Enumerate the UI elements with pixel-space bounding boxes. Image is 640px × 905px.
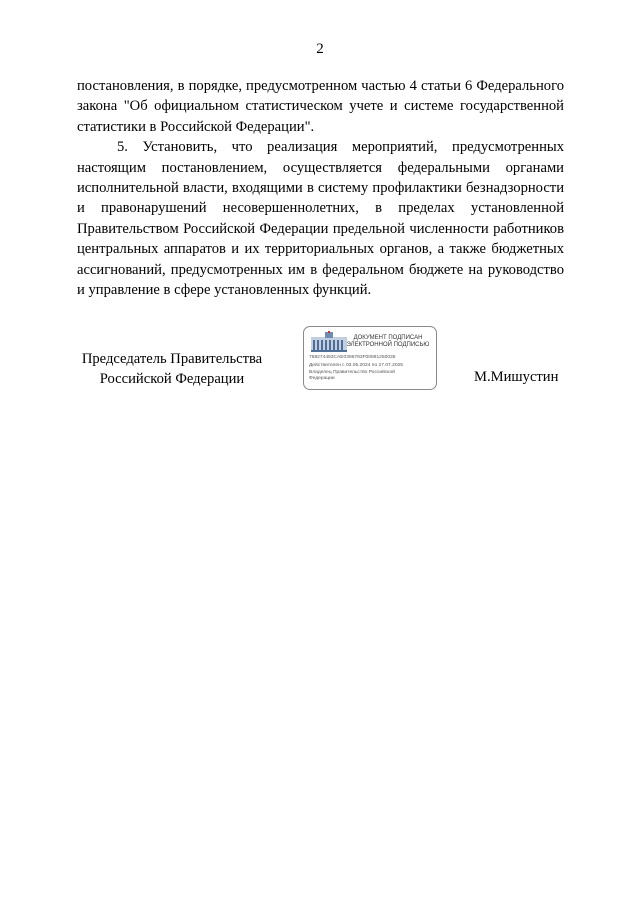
page-number: 2 [316, 41, 324, 57]
stamp-owner-line-2: Федерации [309, 376, 335, 381]
stamp-title-line-1: ДОКУМЕНТ ПОДПИСАН [353, 335, 423, 341]
stamp-title [342, 335, 434, 349]
stamp-owner-line-1: Владелец Правительство Российской [309, 370, 395, 375]
stamp-certificate-number: 768274493CAE0396783F00881250036 [309, 355, 396, 360]
paragraph-item-5: 5. Установить, что реализация мероприятий, предусмотренных настоящим постановлением, осуществляется федеральными органами исполнительной власти, входящими в систему профилактики безнадзорности и правонарушений несовершеннолетних, в пределах установленной Правительством Российской Федерации предельной численности работников центральных аппаратов и их территориальных органов, а также бюджетных ассигнований, предусмотренных им в федеральном бюджете на руководство и управление в сфере установленных функций. [77, 139, 564, 299]
signatory-name: М.Мишустин [474, 369, 559, 385]
signatory-position-line-2: Российской Федерации [99, 370, 245, 387]
electronic-signature-stamp [303, 326, 437, 390]
stamp-title-line-2: ЭЛЕКТРОННОЙ ПОДПИСЬЮ [346, 342, 430, 348]
stamp-validity: Действителен с 03.05.2024 по 27.07.2025 [309, 363, 403, 368]
signatory-position-line-1: Председатель Правительства [81, 351, 263, 367]
signatory-position [72, 350, 272, 389]
document-body [77, 76, 564, 300]
paragraph-continuation: постановления, в порядке, предусмотренном частью 4 статьи 6 Федерального закона "Об официальном статистическом учете и системе государственной статистики в Российской Федерации". [77, 78, 564, 135]
